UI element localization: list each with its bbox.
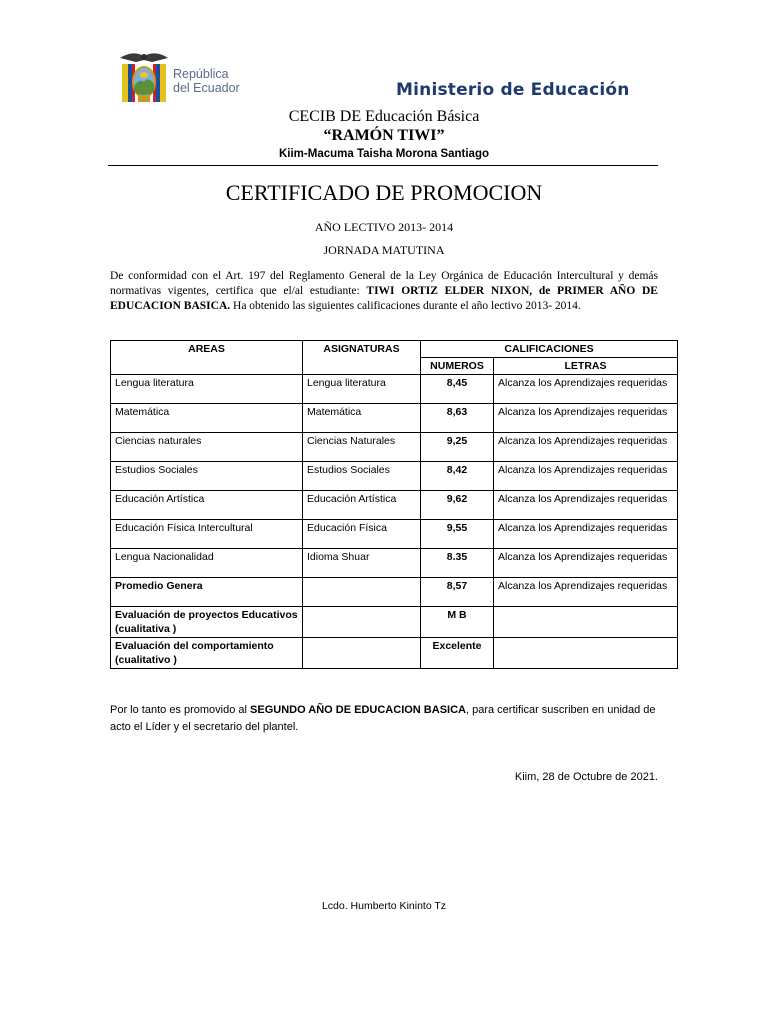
school-shift: JORNADA MATUTINA [323,243,445,257]
closing-paragraph [110,702,658,736]
subject-cell: Matemática [303,404,421,433]
letters-cell: Alcanza los Aprendizajes requeridas [494,549,678,578]
number-cell: 8.35 [421,549,494,578]
student-name: TIWI ORTIZ ELDER NIXON, de PRIMER AÑO DE EDUCACION BASICA. [110,285,658,312]
area-cell: Educación Artística [111,491,303,520]
school-name: “RAMÓN TIWI” [323,127,445,144]
table-row [111,375,678,404]
letters-cell: Alcanza los Aprendizajes requeridas [494,433,678,462]
subject-cell: Idioma Shuar [303,549,421,578]
closing-text-1: Por lo tanto es promovido al [110,704,251,716]
grades-body [111,375,678,669]
letters-cell: Alcanza los Aprendizajes requeridas [494,462,678,491]
signer-name: Lcdo. Humberto Kininto Tz [321,900,447,912]
number-cell: Excelente [421,638,494,669]
area-cell: Promedio Genera [111,578,303,607]
area-cell: Evaluación de proyectos Educativos (cualitativa ) [111,607,303,638]
number-cell: M B [421,607,494,638]
area-cell: Matemática [111,404,303,433]
table-row [111,520,678,549]
intro-text-2: Ha obtenido las siguientes calificaciones durante el año lectivo 2013- 2014. [230,300,581,312]
logo-wordmark [173,67,240,95]
area-cell: Ciencias naturales [111,433,303,462]
subject-cell [303,607,421,638]
subject-cell: Educación Artística [303,491,421,520]
area-cell: Evaluación del comportamiento (cualitativo ) [111,638,303,669]
table-row [111,607,678,638]
header-letters: LETRAS [494,358,678,375]
area-cell: Estudios Sociales [111,462,303,491]
ecuador-seal-icon [116,48,172,108]
letters-cell [494,607,678,638]
subject-cell: Estudios Sociales [303,462,421,491]
letters-cell: Alcanza los Aprendizajes requeridas [494,520,678,549]
table-row [111,491,678,520]
header-areas: AREAS [111,341,303,375]
header-subjects: ASIGNATURAS [303,341,421,375]
table-row [111,549,678,578]
subject-cell: Ciencias Naturales [303,433,421,462]
table-row [111,433,678,462]
logo-line-1: República [173,67,229,81]
number-cell: 8,45 [421,375,494,404]
header-divider [108,165,658,166]
area-cell: Lengua Nacionalidad [111,549,303,578]
letters-cell: Alcanza los Aprendizajes requeridas [494,491,678,520]
promoted-grade: SEGUNDO AÑO DE EDUCACION BASICA [250,704,466,716]
table-row [111,638,678,669]
subject-cell: Lengua literatura [303,375,421,404]
subject-cell [303,638,421,669]
table-row [111,462,678,491]
logo-line-2: del Ecuador [173,81,240,95]
area-cell: Lengua literatura [111,375,303,404]
school-type: CECIB DE Educación Básica [288,108,480,125]
intro-text-1: De conformidad con el Art. 197 del Reglamento General de la Ley Orgánica de Educación Intercultural y demás normativas vigentes, certifica que el/al estudiante: [110,270,658,297]
closing-text-2: , para certificar suscriben en unidad de acto el Líder y el secretario del plantel. [110,704,656,733]
table-row [111,578,678,607]
subject-cell [303,578,421,607]
issue-date: Kiim, 28 de Octubre de 2021. [514,771,658,783]
header-numbers: NUMEROS [421,358,494,375]
number-cell: 9,25 [421,433,494,462]
letters-cell: Alcanza los Aprendizajes requeridas [494,404,678,433]
number-cell: 8,42 [421,462,494,491]
number-cell: 8,63 [421,404,494,433]
area-cell: Educación Física Intercultural [111,520,303,549]
subject-cell: Educación Física [303,520,421,549]
header-grades: CALIFICACIONES [421,341,678,358]
letters-cell: Alcanza los Aprendizajes requeridas [494,375,678,404]
number-cell: 9,55 [421,520,494,549]
letters-cell [494,638,678,669]
grades-table [110,340,678,669]
school-location: Kiim-Macuma Taisha Morona Santiago [278,148,489,160]
table-row [111,404,678,433]
school-year: AÑO LECTIVO 2013- 2014 [314,220,454,234]
ministry-name: Ministerio de Educación [396,80,630,100]
intro-paragraph [110,269,658,314]
number-cell: 8,57 [421,578,494,607]
certificate-title: CERTIFICADO DE PROMOCION [225,180,543,205]
number-cell: 9,62 [421,491,494,520]
letters-cell: Alcanza los Aprendizajes requeridas [494,578,678,607]
